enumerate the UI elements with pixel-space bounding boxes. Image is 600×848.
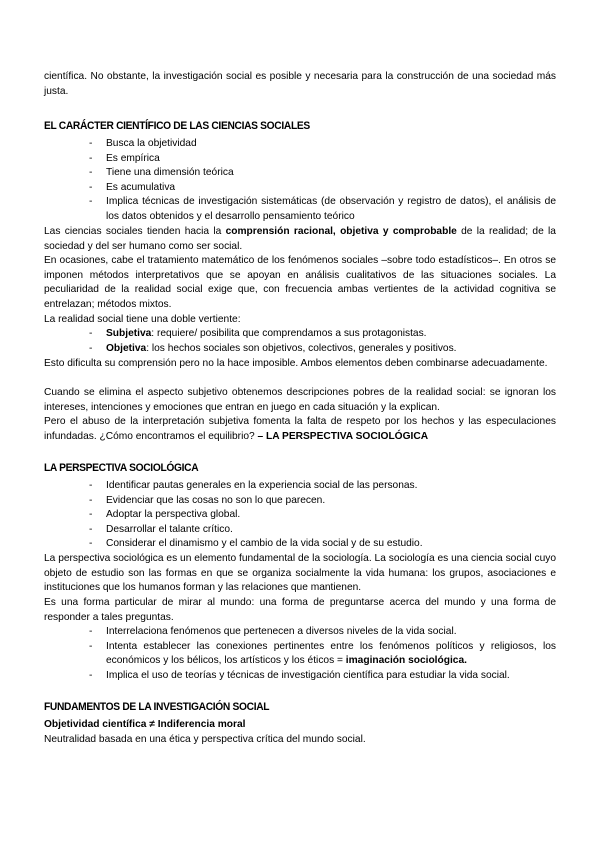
section-heading-caracter-cientifico: EL CARÁCTER CIENTÍFICO DE LAS CIENCIAS SOCIALES	[44, 120, 310, 132]
vertientes-list	[44, 327, 556, 356]
list-item: - Interrelaciona fenómenos que pertenecen a diversos niveles de la vida social.	[44, 625, 556, 640]
list-item: - Evidenciar que las cosas no son lo que parecen.	[44, 494, 556, 509]
forma-mirar-paragraph: Es una forma particular de mirar al mundo: una forma de preguntarse acerca del mundo y una forma de responder a tales preguntas.	[44, 597, 556, 623]
list-item: - Implica técnicas de investigación sistemáticas (de observación y registro de datos), el análisis de los datos obtenidos y el desarrollo pensamiento teórico	[44, 195, 556, 224]
list-item: - Desarrollar el talante crítico.	[44, 523, 556, 538]
list-item: - Es acumulativa	[44, 181, 556, 196]
neutralidad-paragraph: Neutralidad basada en una ética y perspectiva crítica del mundo social.	[44, 734, 366, 745]
dificulta-paragraph: Esto dificulta su comprensión pero no la hace imposible. Ambos elementos deben combinarse adecuadamente.	[44, 358, 548, 369]
comprension-paragraph: Las ciencias sociales tienden hacia la comprensión racional, objetiva y comprobable de la realidad; de la sociedad y del ser humano como ser social.	[44, 226, 556, 252]
aspecto-subjetivo-paragraph: Cuando se elimina el aspecto subjetivo obtenemos descripciones pobres de la realidad social: se ignoran los intereses, intenciones y emociones que entran en juego en cada situación y la explican.	[44, 387, 556, 413]
perspectiva-bold: – LA PERSPECTIVA SOCIOLÓGICA	[257, 430, 429, 442]
objetividad-subheading: Objetividad científica ≠ Indiferencia moral	[44, 719, 246, 730]
list-item: - Considerar el dinamismo y el cambio de la vida social y de su estudio.	[44, 537, 556, 552]
tratamiento-paragraph: En ocasiones, cabe el tratamiento matemático de los fenómenos sociales –sobre todo estadísticos–. En otros se imponen métodos interpretativos que se apoyan en análisis cualitativos de las situaciones sociales. La peculiaridad de la realidad social exige que, con frecuencia ambas vertientes de la actividad cognitiva se entrelazan; métodos mixtos.	[44, 255, 556, 310]
section-heading-fundamentos: FUNDAMENTOS DE LA INVESTIGACIÓN SOCIAL	[44, 701, 270, 713]
list-item: - Busca la objetividad	[44, 137, 556, 152]
caracter-cientifico-list	[44, 137, 556, 225]
imaginacion-bold: imaginación sociológica.	[345, 655, 467, 667]
comprension-bold: comprensión racional, objetiva y comprobable	[225, 226, 457, 237]
abuso-paragraph: Pero el abuso de la interpretación subjetiva fomenta la falta de respeto por los hechos y las especulaciones infundadas. ¿Cómo encontramos el equilibrio? – LA PERSPECTIVA SOCIOLÓGICA	[44, 416, 556, 442]
intro-paragraph: científica. No obstante, la investigación social es posible y necesaria para la construcción de una sociedad más justa.	[44, 71, 556, 97]
list-item: - Tiene una dimensión teórica	[44, 166, 556, 181]
list-item-objetiva: - Objetiva: los hechos sociales son objetivos, colectivos, generales y positivos.	[44, 342, 556, 357]
doble-vertiente-paragraph: La realidad social tiene una doble vertiente:	[44, 314, 241, 325]
list-item-subjetiva: - Subjetiva: requiere/ posibilita que comprendamos a sus protagonistas.	[44, 327, 556, 342]
sociologia-paragraph: La perspectiva sociológica es un elemento fundamental de la sociología. La sociología es una ciencia social cuyo objeto de estudio son las formas en que se organiza socialmente la vida humana: los grupos, asociaciones e instituciones que los humanos forman y las relaciones que mantienen.	[44, 553, 556, 594]
list-item: - Es empírica	[44, 152, 556, 167]
list-item: - Adoptar la perspectiva global.	[44, 508, 556, 523]
section-heading-perspectiva: LA PERSPECTIVA SOCIOLÓGICA	[44, 462, 199, 474]
list-item: - Implica el uso de teorías y técnicas de investigación científica para estudiar la vida social.	[44, 669, 556, 684]
perspectiva-list	[44, 479, 556, 552]
list-item: - Intenta establecer las conexiones pertinentes entre los fenómenos políticos y religiosos, los económicos y los bélicos, los artísticos y los éticos = imaginación sociológica.	[44, 640, 556, 669]
imaginacion-list	[44, 625, 556, 683]
list-item: - Identificar pautas generales en la experiencia social de las personas.	[44, 479, 556, 494]
